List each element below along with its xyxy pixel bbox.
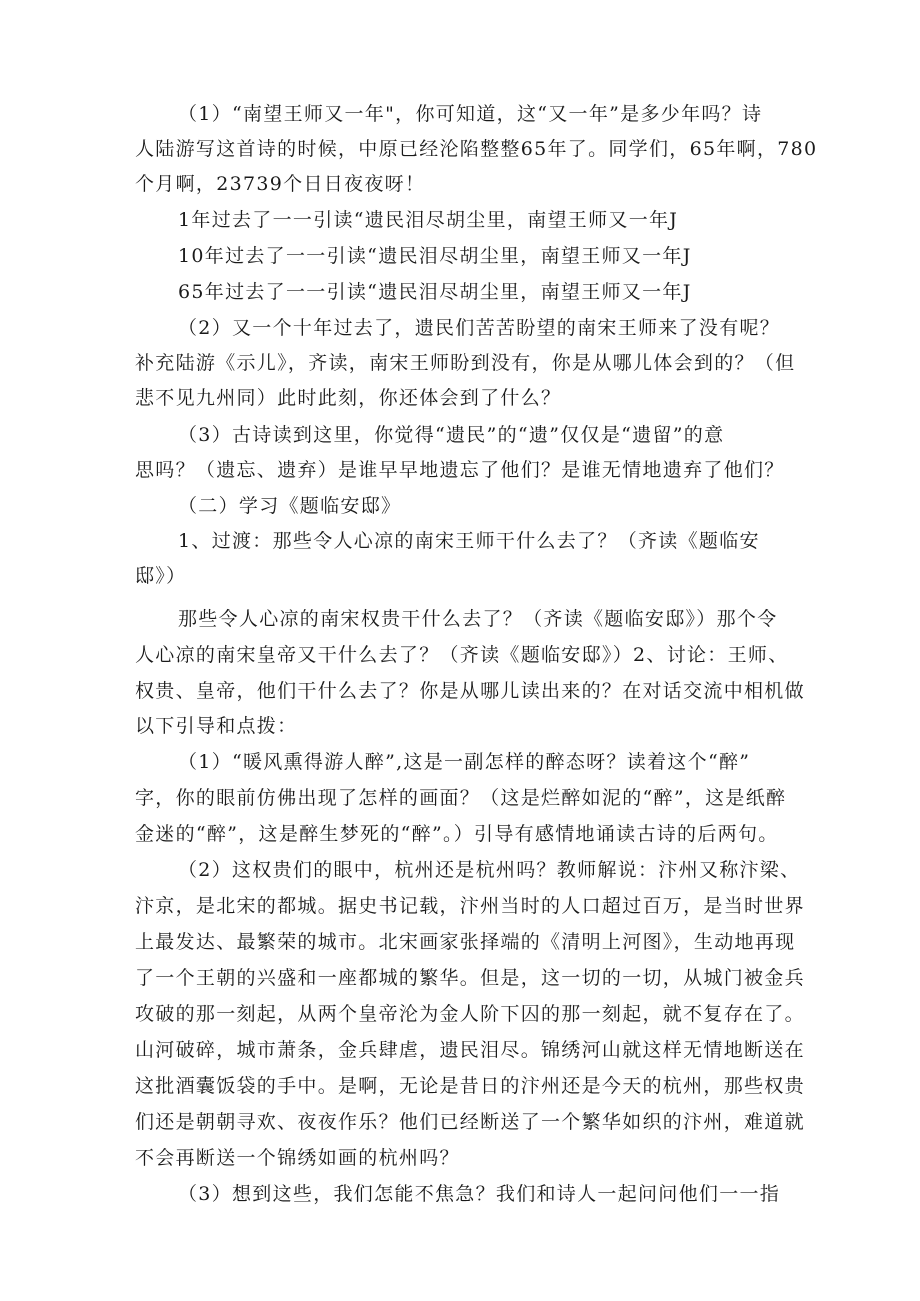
text-line: 思吗？（遗忘、遗弃）是谁早早地遗忘了他们？是谁无情地遗弃了他们？ [135,459,785,481]
text-line: 不会再断送一个锦绣如画的杭州吗？ [135,1147,460,1169]
text-line: 上最发达、最繁荣的城市。北宋画家张择端的《清明上河图》，生动地再现 [135,931,796,953]
text-line: 攻破的那一刻起，从两个皇帝沦为金人阶下囚的那一刻起，就不复存在了。 [135,1003,805,1025]
text-line: （1）“暖风熏得游人醉”,这是一副怎样的醉态呀？读着这个“醉” [178,751,751,773]
section-heading: （二）学习《题临安邸》 [178,495,402,517]
text-line: 人心凉的南宋皇帝又干什么去了？（齐读《题临安邸》）2、讨论：王师、 [135,644,789,666]
text-line: （2）这权贵们的眼中，杭州还是杭州吗？教师解说：汴州又称汴梁、 [178,859,801,881]
text-line: 补充陆游《示儿》，齐读，南宋王师盼到没有，你是从哪儿体会到的？（但 [135,352,796,374]
text-line: 邸》） [135,565,187,587]
text-line: 1、过渡：那些令人心凉的南宋王师干什么去了？（齐读《题临安 [178,530,760,552]
text-line: 1年过去了一一引读“遗民泪尽胡尘里，南望王师又一年J [178,209,679,231]
text-line: 山河破碎，城市萧条，金兵肆虐，遗民泪尽。锦绣河山就这样无情地断送在 [135,1039,805,1061]
text-line: 那些令人心凉的南宋权贵干什么去了？（齐读《题临安邸》）那个令 [178,608,778,630]
text-line: 们还是朝朝寻欢、夜夜作乐？他们已经断送了一个繁华如织的汴州，难道就 [135,1111,805,1133]
text-line: 悲不见九州同）此时此刻，你还体会到了什么？ [135,387,562,409]
text-line: 权贵、皇帝，他们干什么去了？你是从哪儿读出来的？在对话交流中相机做 [135,680,805,702]
text-line: 65年过去了一一引读“遗民泪尽胡尘里，南望王师又一年J [178,281,692,303]
text-line: （2）又一个十年过去了，遗民们苦苦盼望的南宋王师来了没有呢？ [178,317,781,339]
text-line: （3）古诗读到这里，你觉得“遗民”的“遗”仅仅是“遗留”的意 [178,424,725,446]
text-line: （3）想到这些，我们怎能不焦急？我们和诗人一起问问他们一一指 [178,1183,781,1205]
text-line: （1）“南望王师又一年"，你可知道，这“又一年”是多少年吗？诗 [178,103,763,125]
text-line: 金迷的“醉”，这是醉生梦死的“醉”。）引导有感情地诵读古诗的后两句。 [135,823,779,845]
text-line: 以下引导和点拨： [135,715,298,737]
text-line: 10年过去了一一引读“遗民泪尽胡尘里，南望王师又一年J [178,245,692,267]
text-line: 汴京，是北宋的都城。据史书记载，汴州当时的人口超过百万，是当时世界 [135,895,805,917]
text-line: 这批酒囊饭袋的手中。是啊，无论是昔日的汴州还是今天的杭州，那些权贵 [135,1075,805,1097]
text-line: 个月啊，23739个日日夜夜呀！ [135,173,426,195]
text-line: 了一个王朝的兴盛和一座都城的繁华。但是，这一切的一切，从城门被金兵 [135,967,805,989]
text-line: 字，你的眼前仿佛出现了怎样的画面？（这是烂醉如泥的“醉”，这是纸醉 [135,787,787,809]
text-line: 人陆游写这首诗的时候，中原已经沦陷整整65年了。同学们，65年啊，780 [135,138,818,160]
